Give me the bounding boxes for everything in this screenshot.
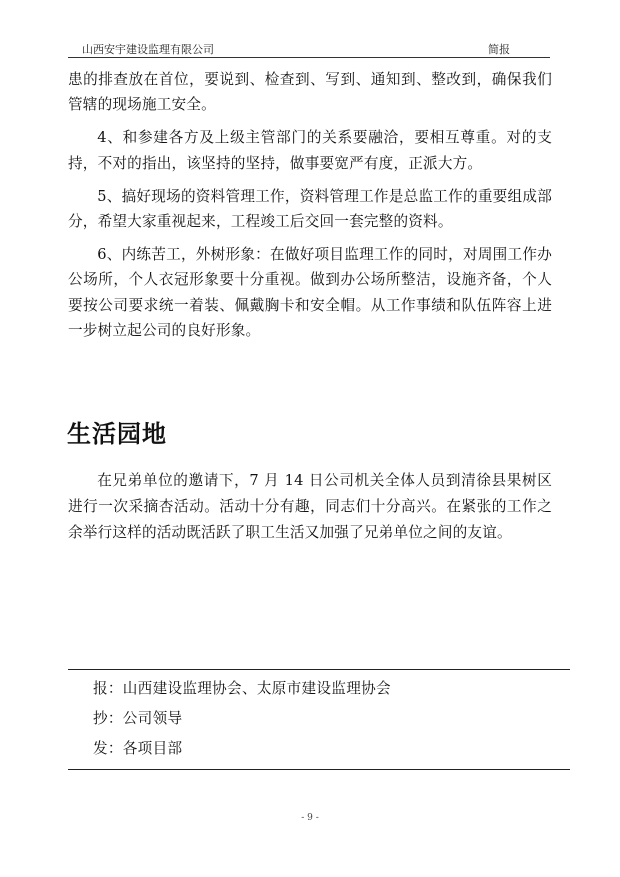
header-doc-type: 简报 bbox=[488, 43, 510, 56]
section-title: 生活园地 bbox=[67, 420, 167, 448]
page-header bbox=[68, 42, 550, 58]
paragraph-item-5: 5、搞好现场的资料管理工作，资料管理工作是总监工作的重要组成部分，希望大家重视起来，工程竣工后交回一套完整的资料。 bbox=[68, 187, 552, 231]
paragraph-safety-continued: 患的排查放在首位，要说到、检查到、写到、通知到、整改到，确保我们管辖的现场施工安全。 bbox=[68, 71, 552, 114]
distribution-block bbox=[68, 669, 570, 770]
page-number: - 9 - bbox=[301, 813, 319, 823]
body-text bbox=[68, 67, 552, 351]
paragraph-item-6: 6、内练苦工，外树形象：在做好项目监理工作的同时，对周围工作办公场所，个人衣冠形象要十分重视。做到办公场所整洁，设施齐备，个人要按公司要求统一着装、佩戴胸卡和安全帽。从工作事绩和队伍阵容上进一步树立起公司的良好形象。 bbox=[68, 246, 552, 339]
distribution-report: 报：山西建设监理协会、太原市建设监理协会 bbox=[93, 680, 391, 697]
section-text: 在兄弟单位的邀请下，7 月 14 日公司机关全体人员到清徐县果树区进行一次采摘杏活动。活动十分有趣，同志们十分高兴。在紧张的工作之余举行这样的活动既活跃了职工生活又加强了兄弟单位之间的友谊。 bbox=[68, 472, 552, 541]
paragraph-item-4: 4、和参建各方及上级主管部门的关系要融洽，要相互尊重。对的支持，不对的指出，该坚持的坚持，做事要宽严有度，正派大方。 bbox=[68, 129, 552, 172]
header-company-name: 山西安宇建设监理有限公司 bbox=[82, 43, 214, 56]
distribution-send: 发：各项目部 bbox=[93, 740, 183, 757]
distribution-copy: 抄：公司领导 bbox=[93, 710, 183, 727]
